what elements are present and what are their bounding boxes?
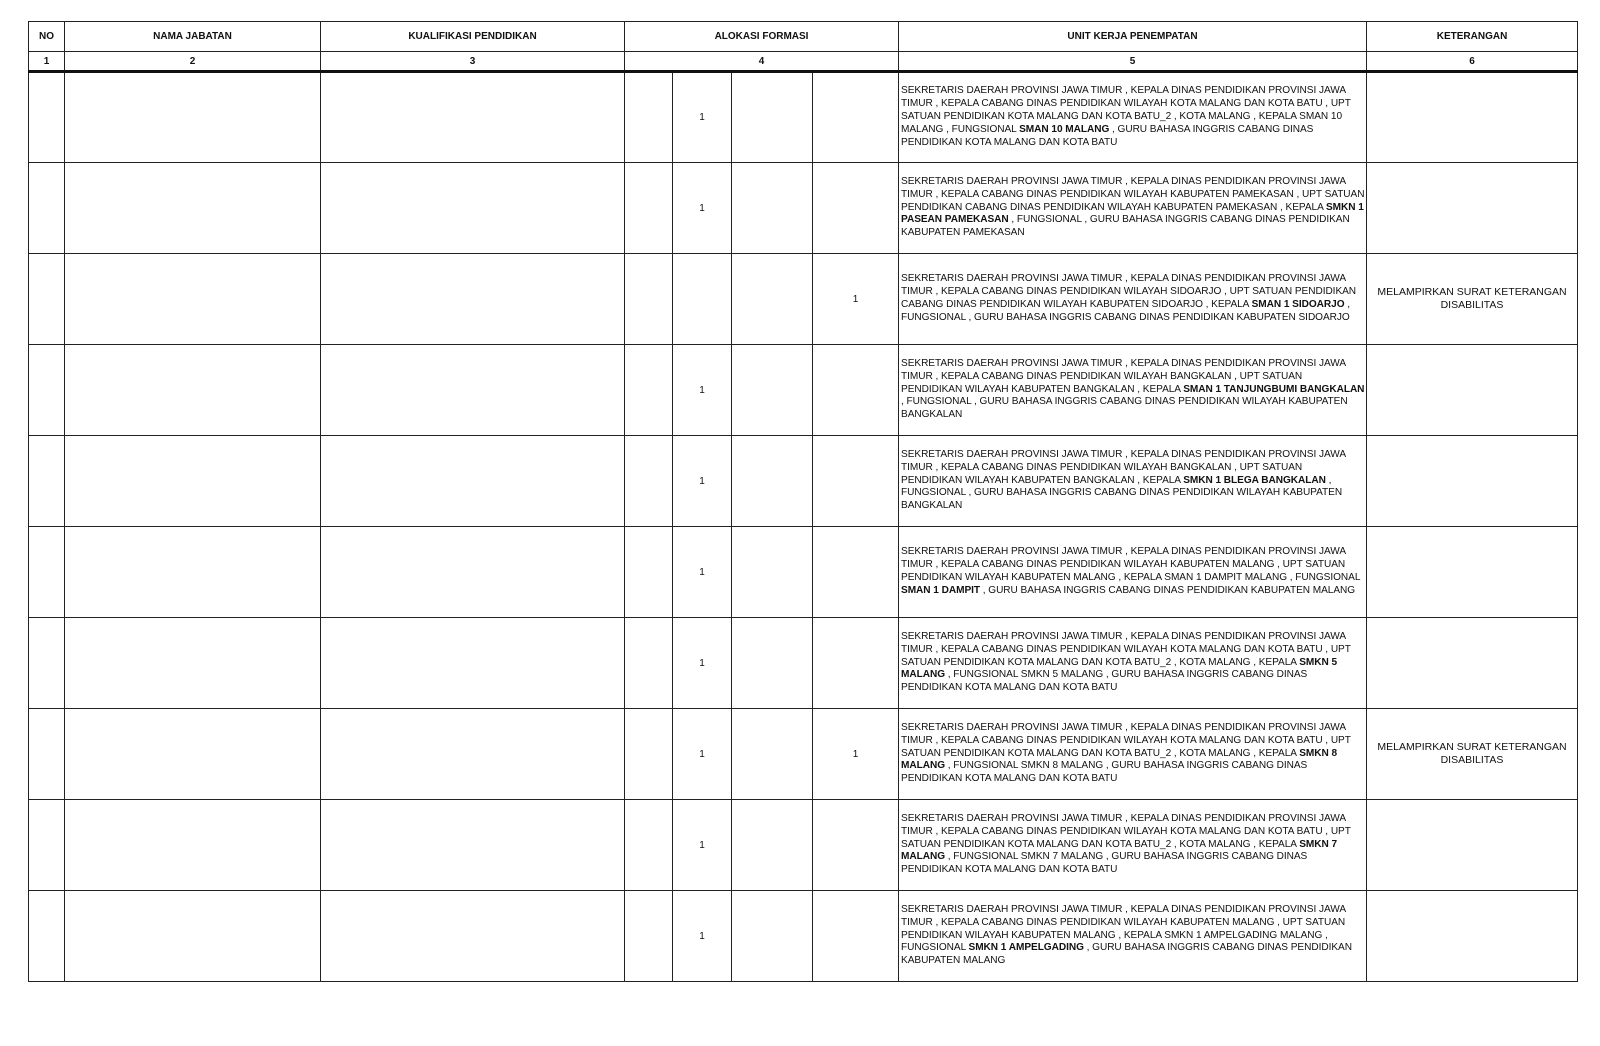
unit-text: , GURU BAHASA INGGRIS CABANG DINAS PENDIDIKAN KABUPATEN MALANG bbox=[901, 942, 1352, 967]
unit-text: SEKRETARIS DAERAH PROVINSI JAWA TIMUR , KEPALA DINAS PENDIDIKAN PROVINSI JAWA TIMUR , KEPALA CABANG DINAS PENDIDIKAN WILAYAH BANGKALAN , UPT SATUAN PENDIDIKAN WILAYAH KABUPATEN BANGKALAN , KEPALA bbox=[901, 357, 1346, 395]
table-row bbox=[29, 254, 1578, 345]
unit-text: SEKRETARIS DAERAH PROVINSI JAWA TIMUR , KEPALA DINAS PENDIDIKAN PROVINSI JAWA TIMUR , KEPALA CABANG DINAS PENDIDIKAN WILAYAH KOTA MALANG DAN KOTA BATU , UPT SATUAN PENDIDIKAN KOTA MALANG DAN KOTA BATU_2 , KOTA MALANG , KEPALA bbox=[901, 721, 1351, 759]
cell-nama-jabatan bbox=[65, 709, 321, 800]
cell-keterangan: MELAMPIRKAN SURAT KETERANGAN DISABILITAS bbox=[1367, 254, 1578, 345]
table-row bbox=[29, 800, 1578, 891]
cell-no bbox=[29, 618, 65, 709]
cell-kualifikasi bbox=[321, 891, 625, 982]
cell-kualifikasi bbox=[321, 709, 625, 800]
cell-unit-kerja bbox=[899, 800, 1367, 891]
unit-text: , FUNGSIONAL , GURU BAHASA INGGRIS CABANG DINAS PENDIDIKAN WILAYAH KABUPATEN BANGKALAN bbox=[901, 474, 1343, 512]
cell-nama-jabatan bbox=[65, 618, 321, 709]
cell-alokasi bbox=[732, 709, 813, 800]
cell-keterangan bbox=[1367, 72, 1578, 163]
cell-alokasi bbox=[813, 163, 899, 254]
cell-kualifikasi bbox=[321, 163, 625, 254]
cell-alokasi bbox=[813, 891, 899, 982]
cell-keterangan bbox=[1367, 527, 1578, 618]
table-row bbox=[29, 72, 1578, 163]
cell-alokasi: 1 bbox=[673, 800, 732, 891]
cell-unit-kerja bbox=[899, 163, 1367, 254]
cell-alokasi bbox=[732, 527, 813, 618]
cell-alokasi bbox=[732, 254, 813, 345]
cell-no bbox=[29, 345, 65, 436]
cell-kualifikasi bbox=[321, 800, 625, 891]
unit-school-name: SMKN 1 PASEAN PAMEKASAN bbox=[901, 201, 1364, 226]
header-unit-kerja: UNIT KERJA PENEMPATAN bbox=[899, 22, 1367, 52]
cell-alokasi bbox=[732, 345, 813, 436]
cell-alokasi bbox=[625, 345, 673, 436]
cell-nama-jabatan bbox=[65, 436, 321, 527]
cell-alokasi bbox=[625, 436, 673, 527]
formasi-table bbox=[28, 21, 1578, 982]
cell-keterangan bbox=[1367, 800, 1578, 891]
cell-alokasi: 1 bbox=[673, 527, 732, 618]
cell-alokasi bbox=[813, 618, 899, 709]
header-alokasi: ALOKASI FORMASI bbox=[625, 22, 899, 52]
cell-unit-kerja bbox=[899, 891, 1367, 982]
cell-alokasi: 1 bbox=[673, 436, 732, 527]
cell-alokasi bbox=[732, 891, 813, 982]
cell-alokasi: 1 bbox=[673, 72, 732, 163]
unit-school-name: SMKN 7 MALANG bbox=[901, 838, 1338, 863]
unit-text: , FUNGSIONAL SMKN 8 MALANG , GURU BAHASA INGGRIS CABANG DINAS PENDIDIKAN KOTA MALANG DAN KOTA BATU bbox=[901, 760, 1308, 785]
cell-alokasi bbox=[625, 163, 673, 254]
table-row bbox=[29, 345, 1578, 436]
cell-nama-jabatan bbox=[65, 163, 321, 254]
unit-text: SEKRETARIS DAERAH PROVINSI JAWA TIMUR , KEPALA DINAS PENDIDIKAN PROVINSI JAWA TIMUR , KEPALA CABANG DINAS PENDIDIKAN WILAYAH KABUPATEN MALANG , UPT SATUAN PENDIDIKAN WILAYAH KABUPATEN MALANG , KEPALA SMAN 1 DAMPIT MALANG , FUNGSIONAL bbox=[901, 546, 1361, 583]
cell-kualifikasi bbox=[321, 72, 625, 163]
header-number-row bbox=[29, 52, 1578, 72]
cell-alokasi: 1 bbox=[813, 254, 899, 345]
unit-school-name: SMKN 1 BLEGA BANGKALAN bbox=[1183, 474, 1326, 486]
cell-alokasi bbox=[625, 709, 673, 800]
cell-alokasi bbox=[813, 345, 899, 436]
cell-alokasi bbox=[625, 891, 673, 982]
cell-kualifikasi bbox=[321, 527, 625, 618]
header-number: 6 bbox=[1367, 52, 1578, 72]
table-row bbox=[29, 163, 1578, 254]
cell-unit-kerja bbox=[899, 527, 1367, 618]
cell-unit-kerja bbox=[899, 254, 1367, 345]
unit-school-name: SMAN 1 TANJUNGBUMI BANGKALAN bbox=[1183, 383, 1365, 395]
unit-text: SEKRETARIS DAERAH PROVINSI JAWA TIMUR , KEPALA DINAS PENDIDIKAN PROVINSI JAWA TIMUR , KEPALA CABANG DINAS PENDIDIKAN WILAYAH SIDOARJO , UPT SATUAN PENDIDIKAN CABANG DINAS PENDIDIKAN WILAYAH KABUPATEN SIDOARJO , KEPALA bbox=[901, 273, 1357, 310]
unit-school-name: SMAN 1 SIDOARJO bbox=[1251, 299, 1345, 310]
unit-text: , GURU BAHASA INGGRIS CABANG DINAS PENDIDIKAN KOTA MALANG DAN KOTA BATU bbox=[901, 123, 1314, 148]
unit-school-name: SMKN 8 MALANG bbox=[901, 747, 1338, 772]
header-row bbox=[29, 22, 1578, 52]
cell-alokasi bbox=[625, 72, 673, 163]
unit-text: , FUNGSIONAL SMKN 7 MALANG , GURU BAHASA INGGRIS CABANG DINAS PENDIDIKAN KOTA MALANG DAN KOTA BATU bbox=[901, 851, 1308, 876]
cell-unit-kerja bbox=[899, 709, 1367, 800]
cell-no bbox=[29, 891, 65, 982]
header-number: 1 bbox=[29, 52, 65, 72]
header-kualifikasi: KUALIFIKASI PENDIDIKAN bbox=[321, 22, 625, 52]
cell-alokasi bbox=[813, 800, 899, 891]
header-number: 3 bbox=[321, 52, 625, 72]
cell-keterangan: MELAMPIRKAN SURAT KETERANGAN DISABILITAS bbox=[1367, 709, 1578, 800]
unit-text: SEKRETARIS DAERAH PROVINSI JAWA TIMUR , KEPALA DINAS PENDIDIKAN PROVINSI JAWA TIMUR , KEPALA CABANG DINAS PENDIDIKAN WILAYAH BANGKALAN , UPT SATUAN PENDIDIKAN WILAYAH KABUPATEN BANGKALAN , KEPALA bbox=[901, 448, 1346, 486]
unit-text: , GURU BAHASA INGGRIS CABANG DINAS PENDIDIKAN KABUPATEN MALANG bbox=[980, 584, 1356, 596]
cell-unit-kerja bbox=[899, 618, 1367, 709]
unit-school-name: SMAN 1 DAMPIT bbox=[901, 584, 980, 596]
cell-no bbox=[29, 800, 65, 891]
cell-keterangan bbox=[1367, 345, 1578, 436]
unit-text: , FUNGSIONAL , GURU BAHASA INGGRIS CABANG DINAS PENDIDIKAN KABUPATEN PAMEKASAN bbox=[901, 214, 1350, 239]
cell-kualifikasi bbox=[321, 436, 625, 527]
cell-no bbox=[29, 436, 65, 527]
unit-text: SEKRETARIS DAERAH PROVINSI JAWA TIMUR , KEPALA DINAS PENDIDIKAN PROVINSI JAWA TIMUR , KEPALA CABANG DINAS PENDIDIKAN WILAYAH KABUPATEN MALANG , UPT SATUAN PENDIDIKAN WILAYAH KABUPATEN MALANG , KEPALA SMKN 1 AMPELGADING MALANG , FUNGSIONAL bbox=[901, 903, 1346, 954]
unit-text: , FUNGSIONAL , GURU BAHASA INGGRIS CABANG DINAS PENDIDIKAN KABUPATEN SIDOARJO bbox=[901, 299, 1351, 323]
cell-keterangan bbox=[1367, 618, 1578, 709]
unit-school-name: SMKN 1 AMPELGADING bbox=[968, 942, 1084, 954]
table-row bbox=[29, 891, 1578, 982]
cell-alokasi bbox=[625, 618, 673, 709]
cell-alokasi: 1 bbox=[673, 345, 732, 436]
cell-nama-jabatan bbox=[65, 254, 321, 345]
cell-alokasi: 1 bbox=[673, 618, 732, 709]
unit-text: , FUNGSIONAL , GURU BAHASA INGGRIS CABANG DINAS PENDIDIKAN WILAYAH KABUPATEN BANGKALAN bbox=[901, 396, 1348, 421]
cell-alokasi bbox=[813, 72, 899, 163]
header-keterangan: KETERANGAN bbox=[1367, 22, 1578, 52]
header-number: 2 bbox=[65, 52, 321, 72]
unit-text: , FUNGSIONAL SMKN 5 MALANG , GURU BAHASA INGGRIS CABANG DINAS PENDIDIKAN KOTA MALANG DAN KOTA BATU bbox=[901, 669, 1308, 694]
unit-text: SEKRETARIS DAERAH PROVINSI JAWA TIMUR , KEPALA DINAS PENDIDIKAN PROVINSI JAWA TIMUR , KEPALA CABANG DINAS PENDIDIKAN WILAYAH KABUPATEN PAMEKASAN , UPT SATUAN PENDIDIKAN CABANG DINAS PENDIDIKAN WILAYAH KABUPATEN PAMEKASAN , KEPALA bbox=[901, 175, 1365, 213]
cell-unit-kerja bbox=[899, 436, 1367, 527]
cell-nama-jabatan bbox=[65, 345, 321, 436]
cell-alokasi bbox=[625, 254, 673, 345]
cell-no bbox=[29, 72, 65, 163]
cell-unit-kerja bbox=[899, 72, 1367, 163]
header-number: 5 bbox=[899, 52, 1367, 72]
cell-alokasi bbox=[732, 72, 813, 163]
header-number: 4 bbox=[625, 52, 899, 72]
header-nama-jabatan: NAMA JABATAN bbox=[65, 22, 321, 52]
cell-alokasi bbox=[625, 800, 673, 891]
cell-no bbox=[29, 527, 65, 618]
cell-alokasi bbox=[732, 163, 813, 254]
cell-no bbox=[29, 163, 65, 254]
cell-alokasi bbox=[732, 800, 813, 891]
unit-school-name: SMAN 10 MALANG bbox=[1019, 123, 1110, 135]
unit-text: SEKRETARIS DAERAH PROVINSI JAWA TIMUR , KEPALA DINAS PENDIDIKAN PROVINSI JAWA TIMUR , KEPALA CABANG DINAS PENDIDIKAN WILAYAH KOTA MALANG DAN KOTA BATU , UPT SATUAN PENDIDIKAN KOTA MALANG DAN KOTA BATU_2 , KOTA MALANG , KEPALA SMAN 10 MALANG , FUNGSIONAL bbox=[901, 85, 1351, 135]
cell-alokasi: 1 bbox=[673, 891, 732, 982]
cell-alokasi bbox=[813, 436, 899, 527]
cell-alokasi bbox=[732, 618, 813, 709]
table-row bbox=[29, 527, 1578, 618]
cell-alokasi: 1 bbox=[673, 163, 732, 254]
cell-alokasi: 1 bbox=[813, 709, 899, 800]
header-no: NO bbox=[29, 22, 65, 52]
cell-no bbox=[29, 254, 65, 345]
cell-kualifikasi bbox=[321, 254, 625, 345]
cell-kualifikasi bbox=[321, 618, 625, 709]
cell-nama-jabatan bbox=[65, 891, 321, 982]
cell-keterangan bbox=[1367, 436, 1578, 527]
cell-unit-kerja bbox=[899, 345, 1367, 436]
cell-nama-jabatan bbox=[65, 72, 321, 163]
cell-keterangan bbox=[1367, 163, 1578, 254]
cell-no bbox=[29, 709, 65, 800]
unit-text: SEKRETARIS DAERAH PROVINSI JAWA TIMUR , KEPALA DINAS PENDIDIKAN PROVINSI JAWA TIMUR , KEPALA CABANG DINAS PENDIDIKAN WILAYAH KOTA MALANG DAN KOTA BATU , UPT SATUAN PENDIDIKAN KOTA MALANG DAN KOTA BATU_2 , KOTA MALANG , KEPALA bbox=[901, 630, 1351, 668]
table-row bbox=[29, 436, 1578, 527]
cell-alokasi bbox=[813, 527, 899, 618]
table-row bbox=[29, 709, 1578, 800]
cell-alokasi bbox=[625, 527, 673, 618]
table-row bbox=[29, 618, 1578, 709]
cell-nama-jabatan bbox=[65, 527, 321, 618]
cell-kualifikasi bbox=[321, 345, 625, 436]
cell-nama-jabatan bbox=[65, 800, 321, 891]
cell-alokasi: 1 bbox=[673, 709, 732, 800]
unit-text: SEKRETARIS DAERAH PROVINSI JAWA TIMUR , KEPALA DINAS PENDIDIKAN PROVINSI JAWA TIMUR , KEPALA CABANG DINAS PENDIDIKAN WILAYAH KOTA MALANG DAN KOTA BATU , UPT SATUAN PENDIDIKAN KOTA MALANG DAN KOTA BATU_2 , KOTA MALANG , KEPALA bbox=[901, 812, 1351, 850]
cell-keterangan bbox=[1367, 891, 1578, 982]
cell-alokasi bbox=[732, 436, 813, 527]
unit-school-name: SMKN 5 MALANG bbox=[901, 656, 1338, 681]
cell-alokasi bbox=[673, 254, 732, 345]
